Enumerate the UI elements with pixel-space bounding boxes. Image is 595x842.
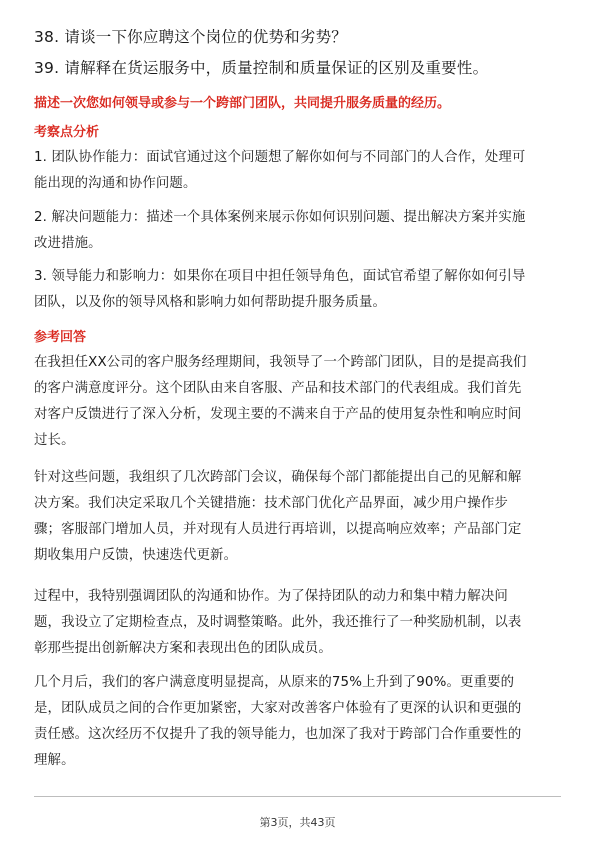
analysis-heading: 考察点分析	[34, 125, 100, 140]
analysis-point-1	[34, 145, 564, 197]
text-line: 骤；客服部门增加人员，并对现有人员进行再培训，以提高响应效率；产品部门定	[34, 522, 522, 537]
text-line: 理解。	[34, 753, 75, 768]
answer-paragraph-2	[34, 465, 564, 569]
text-line: 是，团队成员之间的合作更加紧密，大家对改善客户体验有了更深的认识和更强的	[34, 701, 522, 716]
text-line: 几个月后，我们的客户满意度明显提高，从原来的75%上升到了90%。更重要的	[34, 675, 515, 690]
text-line: 1. 团队协作能力：面试官通过这个问题想了解你如何与不同部门的人合作，处理可	[34, 150, 526, 165]
text-line: 3. 领导能力和影响力：如果你在项目中担任领导角色，面试官希望了解你如何引导	[34, 269, 526, 284]
text-line: 过程中，我特别强调团队的沟通和协作。为了保持团队的动力和集中精力解决问	[34, 589, 508, 604]
answer-paragraph-3	[34, 584, 564, 662]
text-line: 团队，以及你的领导风格和影响力如何帮助提升服务质量。	[34, 295, 387, 310]
text-line: 对客户反馈进行了深入分析，发现主要的不满来自于产品的使用复杂性和响应时间	[34, 407, 522, 422]
question-38: 38. 请谈一下你应聘这个岗位的优势和劣势？	[34, 28, 347, 46]
text-line: 2. 解决问题能力：描述一个具体案例来展示你如何识别问题、提出解决方案并实施	[34, 210, 526, 225]
text-line: 彰那些提出创新解决方案和表现出色的团队成员。	[34, 641, 332, 656]
text-line: 过长。	[34, 433, 75, 448]
answer-paragraph-4	[34, 670, 564, 774]
answer-heading: 参考回答	[34, 330, 87, 345]
text-line: 责任感。这次经历不仅提升了我的领导能力，也加深了我对于跨部门合作重要性的	[34, 727, 522, 742]
analysis-point-2	[34, 205, 564, 257]
text-line: 改进措施。	[34, 236, 102, 251]
text-line: 决方案。我们决定采取几个关键措施：技术部门优化产品界面，减少用户操作步	[34, 496, 508, 511]
analysis-point-3	[34, 264, 564, 316]
text-line: 针对这些问题，我组织了几次跨部门会议，确保每个部门都能提出自己的见解和解	[34, 470, 522, 485]
answer-paragraph-1	[34, 350, 564, 454]
text-line: 的客户满意度评分。这个团队由来自客服、产品和技术部门的代表组成。我们首先	[34, 381, 522, 396]
footer-divider	[34, 796, 561, 797]
question-39: 39. 请解释在货运服务中，质量控制和质量保证的区别及重要性。	[34, 59, 489, 77]
page-number: 第3页，共43页	[259, 816, 336, 829]
text-line: 题，我设立了定期检查点，及时调整策略。此外，我还推行了一种奖励机制，以表	[34, 615, 522, 630]
topic-title: 描述一次您如何领导或参与一个跨部门团队，共同提升服务质量的经历。	[34, 96, 451, 111]
text-line: 能出现的沟通和协作问题。	[34, 176, 197, 191]
text-line: 期收集用户反馈，快速迭代更新。	[34, 548, 238, 563]
text-line: 在我担任XX公司的客户服务经理期间，我领导了一个跨部门团队，目的是提高我们	[34, 355, 527, 370]
